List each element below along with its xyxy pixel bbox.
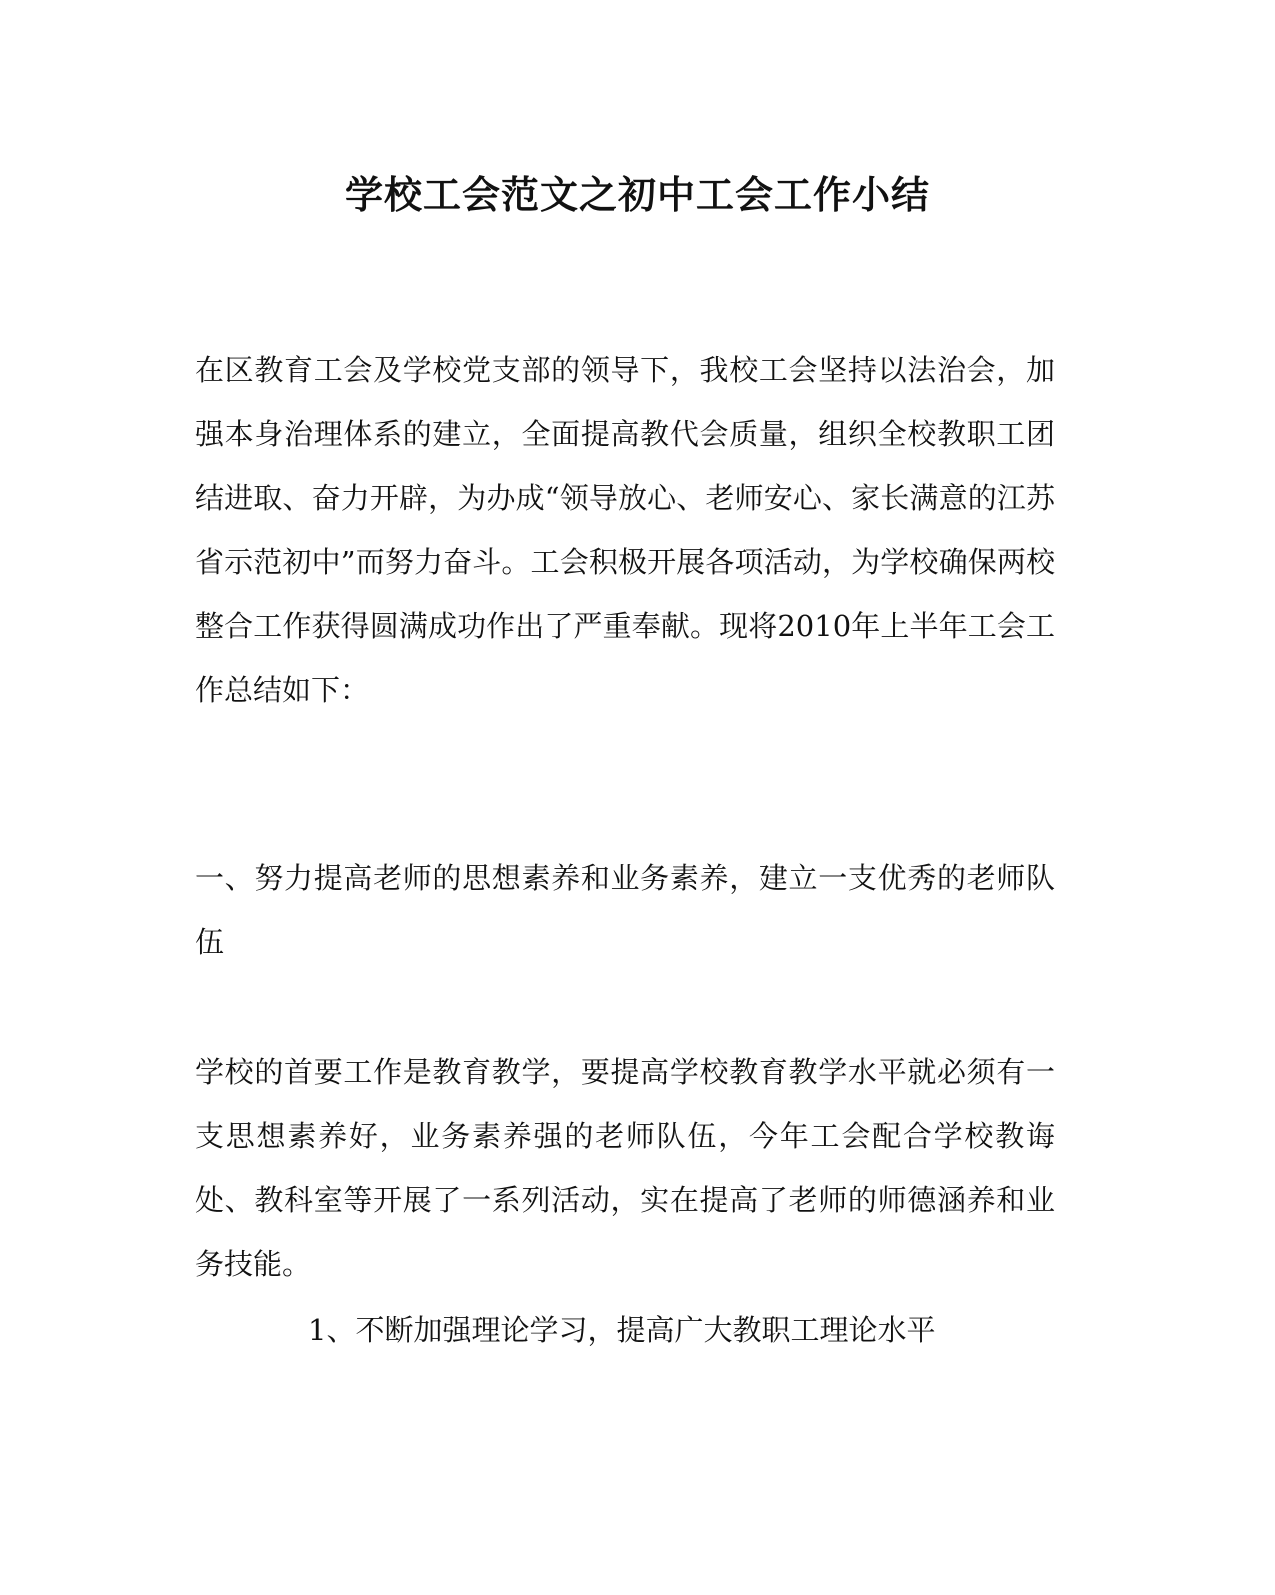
section-1-heading: 一、努力提高老师的思想素养和业务素养，建立一支优秀的老师队伍 [195, 861, 1055, 959]
document-title: 学校工会范文之初中工会工作小结 [344, 172, 930, 217]
subsection-1-heading: 1、不断加强理论学习，提高广大教职工理论水平 [308, 1313, 936, 1347]
section-1-body: 学校的首要工作是教育教学，要提高学校教育教学水平就必须有一支思想素养好，业务素养强的老师队伍，今年工会配合学校教诲处、教科室等开展了一系列活动，实在提高了老师的师德涵养和业务技能。 [195, 1055, 1055, 1281]
intro-paragraph: 在区教育工会及学校党支部的领导下，我校工会坚持以法治会，加强本身治理体系的建立，全面提高教代会质量，组织全校教职工团结进取、奋力开辟，为办成“领导放心、老师安心、家长满意的江苏省示范初中”而努力奋斗。工会积极开展各项活动，为学校确保两校整合工作获得圆满成功作出了严重奉献。现将2010年上半年工会工作总结如下： [195, 353, 1055, 707]
